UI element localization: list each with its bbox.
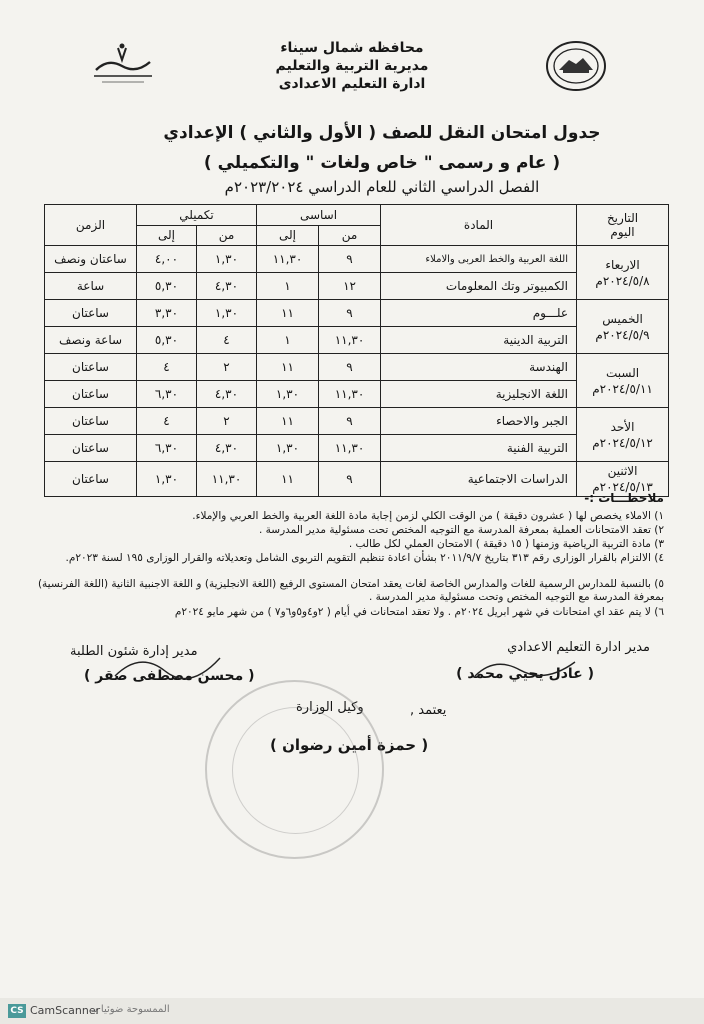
basic-to-cell: ١١ [257, 300, 319, 327]
left-signature-name: ( محسن مصطفى صقر ) [84, 668, 255, 684]
supp-to-cell: ٦,٣٠ [137, 435, 197, 462]
basic-from-cell: ٩ [319, 300, 381, 327]
table-row [45, 381, 669, 408]
basic-to-cell: ١,٣٠ [257, 381, 319, 408]
header-governorate: محافظه شمال سيناء [280, 40, 424, 56]
subject-cell: الجبر والاحصاء [381, 408, 577, 435]
subject-cell: التربية الفنية [381, 435, 577, 462]
basic-header: اساسى [257, 205, 381, 226]
header-administration: ادارة التعليم الاعدادى [278, 76, 426, 92]
basic-from-cell: ٩ [319, 246, 381, 273]
approve-label: يعتمد , [410, 703, 447, 718]
basic-to-cell: ١ [257, 327, 319, 354]
basic-to-cell: ١ [257, 273, 319, 300]
basic-from-cell: ١٢ [319, 273, 381, 300]
table-row [45, 246, 669, 273]
basic-to-cell: ١١,٣٠ [257, 246, 319, 273]
supp-to-cell: ٦,٣٠ [137, 381, 197, 408]
left-signature-mark [110, 646, 230, 686]
supp-from-cell: ١,٣٠ [197, 300, 257, 327]
supp-from-cell: ٢ [197, 408, 257, 435]
official-stamp [205, 680, 384, 859]
duration-cell: ساعتان ونصف [45, 246, 137, 273]
table-row [45, 273, 669, 300]
date-header: التاريخ [606, 211, 639, 225]
subject-cell: علـــوم [381, 300, 577, 327]
supp-from-cell: ٤ [197, 327, 257, 354]
deputy-title: وكيل الوزارة [296, 700, 364, 715]
supp-from-header: من [197, 225, 257, 246]
basic-to-header: إلى [257, 225, 319, 246]
basic-to-cell: ١١ [257, 408, 319, 435]
supp-to-cell: ٥,٣٠ [137, 273, 197, 300]
left-signature-title: مدير إدارة شئون الطلبة [70, 644, 198, 659]
note-item: ٥) بالنسبة للمدارس الرسمية للغات والمدارس الخاصة لغات يعقد امتحان المستوى الرفيع (اللغة الانجليزية) و اللغة الاجنبية الثانية (اللغة الفرنسية) بمعرفة المدرسة مع التوجيه المختص وتحت مسئولية مدير المدرسة . [37, 578, 664, 603]
supp-to-cell: ١,٣٠ [137, 462, 197, 497]
basic-from-cell: ٩ [319, 354, 381, 381]
day-date-cell [577, 408, 669, 462]
duration-cell: ساعة ونصف [45, 327, 137, 354]
deputy-name: ( حمزة أمين رضوان ) [270, 736, 429, 754]
supp-from-cell: ١١,٣٠ [197, 462, 257, 497]
exam-date: ٢٠٢٤/٥/١٣م [592, 480, 653, 494]
supp-to-cell: ٤ [137, 408, 197, 435]
date-day-header [577, 205, 669, 246]
camscanner-label: CamScanner [30, 1004, 101, 1017]
table-row [45, 327, 669, 354]
page-subtitle: ( عام و رسمى " خاص ولغات " والتكميلي ) [203, 153, 561, 173]
table-row [45, 408, 669, 435]
subject-cell: اللغة الانجليزية [381, 381, 577, 408]
duration-cell: ساعة [45, 273, 137, 300]
day-name: الاثنين [607, 464, 638, 478]
subject-cell: اللغة العربية والخط العربى والاملاء [381, 246, 577, 273]
scanned-with-label: الممسوحة ضوئيا بـ [92, 1004, 170, 1015]
subject-cell: التربية الدينية [381, 327, 577, 354]
basic-from-cell: ٩ [319, 408, 381, 435]
basic-from-cell: ١١,٣٠ [319, 435, 381, 462]
note-item: ٣) مادة التربية الرياضية وزمنها ( ١٥ دقيقة ) الامتحان العملي لكل طالب . [348, 538, 664, 550]
duration-cell: ساعتان [45, 354, 137, 381]
supp-to-cell: ٤,٠٠ [137, 246, 197, 273]
camscanner-icon: CS [8, 1004, 26, 1018]
basic-from-cell: ٩ [319, 462, 381, 497]
header-directorate: مديرية التربية والتعليم [275, 58, 429, 74]
exam-date: ٢٠٢٤/٥/٨م [595, 273, 650, 288]
supp-header: تكميلي [137, 205, 257, 226]
right-signature-mark [470, 648, 580, 688]
note-item: ١) الاملاء يخصص لها ( عشرون دقيقة ) من الوقت الكلي لزمن إجابة مادة اللغة العربية والخط العربي والإملاء. [192, 510, 664, 522]
duration-cell: ساعتان [45, 408, 137, 435]
table-row [45, 435, 669, 462]
stamp-inner-ring [232, 707, 359, 834]
subject-cell: الكمبيوتر وتك المعلومات [381, 273, 577, 300]
day-name: السبت [605, 365, 640, 380]
day-name: الأحد [610, 419, 635, 434]
exam-date: ٢٠٢٤/٥/٩م [595, 327, 650, 342]
supp-from-cell: ٤,٣٠ [197, 273, 257, 300]
notes-heading: ملاحظـــات :- [584, 491, 664, 505]
right-signature-title: مدير ادارة التعليم الاعدادي [507, 640, 650, 655]
term-line: الفصل الدراسي الثاني للعام الدراسي ٢٠٢٣/٢٠٢٤م [224, 178, 540, 196]
subject-cell: الدراسات الاجتماعية [381, 462, 577, 497]
exam-date: ٢٠٢٤/٥/١١م [592, 381, 653, 396]
day-name: الاربعاء [605, 257, 640, 272]
note-item: ٤) الالتزام بالقرار الوزارى رقم ٣١٣ بتاريخ ٢٠١١/٩/٧ بشأن اعادة تنظيم التقويم التربوى الشامل وتعديلاته والقرار الوزارى ١٩٥ لسنة ٢٠٢٣م. [65, 552, 664, 564]
basic-from-cell: ١١,٣٠ [319, 381, 381, 408]
day-name: الخميس [602, 311, 643, 326]
basic-from-header: من [319, 225, 381, 246]
duration-cell: ساعتان [45, 300, 137, 327]
note-item: ٢) تعقد الامتحانات العملية بمعرفة المدرسة مع التوجيه المختص تحت مسئولية مدير المدرسة . [258, 524, 664, 536]
table-row [45, 354, 669, 381]
day-date-cell [577, 246, 669, 300]
basic-to-cell: ١,٣٠ [257, 435, 319, 462]
supp-to-cell: ٤ [137, 354, 197, 381]
supp-to-cell: ٣,٣٠ [137, 300, 197, 327]
supp-from-cell: ١,٣٠ [197, 246, 257, 273]
day-date-cell [577, 354, 669, 408]
supp-to-header: إلى [137, 225, 197, 246]
duration-cell: ساعتان [45, 381, 137, 408]
day-header: اليوم [610, 225, 635, 239]
time-header: الزمن [45, 205, 137, 246]
supp-from-cell: ٤,٣٠ [197, 435, 257, 462]
note-item: ٦) لا يتم عقد اي امتحانات في شهر ابريل ٢٠٢٤م . ولا تعقد امتحانات في أيام ( ٢و٤و٥و٦و٧ ) من شهر مايو ٢٠٢٤م [174, 606, 664, 618]
page-title: جدول امتحان النقل للصف ( الأول والثاني ) الإعدادي [163, 123, 601, 143]
duration-cell: ساعتان [45, 462, 137, 497]
supp-from-cell: ٢ [197, 354, 257, 381]
right-signature-name: ( عادل يحيي محمد ) [456, 666, 594, 682]
subject-header: المادة [381, 205, 577, 246]
basic-to-cell: ١١ [257, 462, 319, 497]
duration-cell: ساعتان [45, 435, 137, 462]
supp-to-cell: ٥,٣٠ [137, 327, 197, 354]
exam-schedule-table [44, 204, 669, 497]
basic-to-cell: ١١ [257, 354, 319, 381]
subject-cell: الهندسة [381, 354, 577, 381]
basic-from-cell: ١١,٣٠ [319, 327, 381, 354]
exam-date: ٢٠٢٤/٥/١٢م [592, 435, 653, 450]
day-date-cell [577, 300, 669, 354]
table-row [45, 300, 669, 327]
supp-from-cell: ٤,٣٠ [197, 381, 257, 408]
